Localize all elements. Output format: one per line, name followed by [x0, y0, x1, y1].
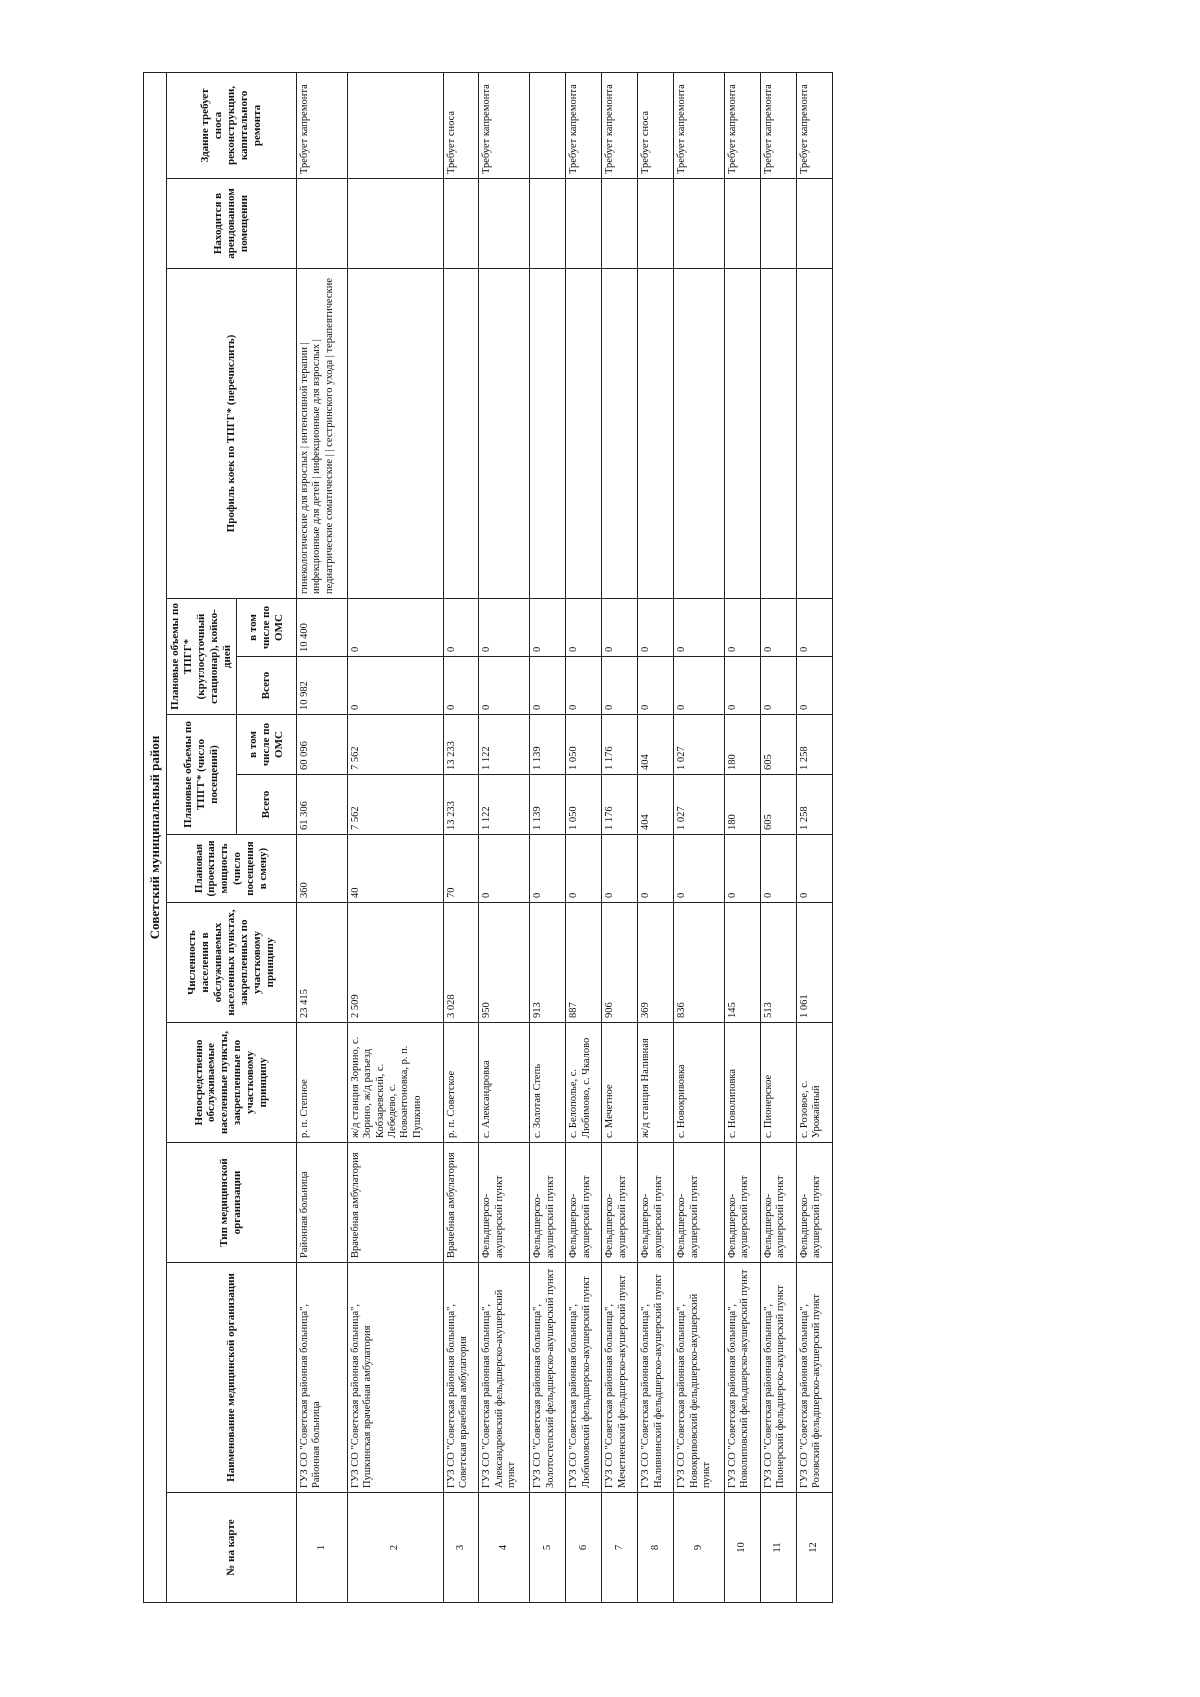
- table-row: [347, 72, 443, 1602]
- col-type-header: Тип медицинской организации: [167, 1143, 297, 1263]
- cell-type: Фельдшерско-акушерский пункт: [674, 1143, 725, 1263]
- cell-beds-oms: 0: [761, 599, 797, 657]
- cell-population: 906: [602, 903, 638, 1023]
- cell-visits-total: 1 122: [479, 775, 530, 835]
- col-beds-total-header: Всего: [236, 657, 296, 715]
- cell-rented: [296, 179, 347, 269]
- cell-repair: Требует капремонта: [296, 72, 347, 178]
- cell-repair: Требует капремонта: [479, 72, 530, 178]
- cell-repair: [347, 72, 443, 178]
- cell-beds-oms: 0: [674, 599, 725, 657]
- cell-profile: [530, 269, 566, 599]
- cell-num: 11: [761, 1493, 797, 1603]
- cell-profile: [674, 269, 725, 599]
- col-beds-oms-header: в том числе по ОМС: [236, 599, 296, 657]
- cell-population: 513: [761, 903, 797, 1023]
- cell-num: 8: [638, 1493, 674, 1603]
- cell-visits-oms: 404: [638, 715, 674, 775]
- cell-num: 6: [566, 1493, 602, 1603]
- cell-places: с. Белополье, с. Любимово, с. Чкалово: [566, 1023, 602, 1143]
- cell-population: 887: [566, 903, 602, 1023]
- table-row: [566, 72, 602, 1602]
- cell-beds-oms: 0: [725, 599, 761, 657]
- cell-num: 1: [296, 1493, 347, 1603]
- col-name-header: Наименование медицинской организации: [167, 1263, 297, 1493]
- cell-repair: Требует капремонта: [761, 72, 797, 178]
- table-row: [443, 72, 479, 1602]
- cell-beds-oms: 0: [566, 599, 602, 657]
- cell-type: Фельдшерско-акушерский пункт: [530, 1143, 566, 1263]
- rotated-table-page: [143, 73, 833, 1603]
- cell-name: ГУЗ СО "Советская районная больница", Александровский фельдшерско-акушерский пункт: [479, 1263, 530, 1493]
- cell-capacity: 0: [566, 835, 602, 903]
- cell-num: 4: [479, 1493, 530, 1603]
- cell-type: Фельдшерско-акушерский пункт: [638, 1143, 674, 1263]
- cell-population: 2 509: [347, 903, 443, 1023]
- cell-rented: [761, 179, 797, 269]
- cell-beds-oms: 0: [638, 599, 674, 657]
- cell-visits-total: 180: [725, 775, 761, 835]
- col-visits-total-header: Всего: [236, 775, 296, 835]
- cell-profile: гинекологические для взрослых | интенсивной терапии | инфекционные для детей | инфекционные для взрослых | педиатрические соматические | | сестринского ухода | терапевтические: [296, 269, 347, 599]
- cell-name: ГУЗ СО "Советская районная больница", Мечетненский фельдшерско-акушерский пункт: [602, 1263, 638, 1493]
- cell-capacity: 70: [443, 835, 479, 903]
- cell-beds-total: 0: [443, 657, 479, 715]
- table-row: [296, 72, 347, 1602]
- cell-profile: [566, 269, 602, 599]
- cell-type: Фельдшерско-акушерский пункт: [761, 1143, 797, 1263]
- cell-visits-total: 404: [638, 775, 674, 835]
- cell-name: ГУЗ СО "Советская районная больница", Золотостепский фельдшерско-акушерский пункт: [530, 1263, 566, 1493]
- cell-places: ж/д станция Зорино, с. Зорино, ж/д разъезд Кобзаревский, с. Лебедево, с. Новоантоновка, р. п. Пушкино: [347, 1023, 443, 1143]
- col-profile-header: Профиль коек по ТПГГ* (перечислить): [167, 269, 297, 599]
- region-header: Советский муниципальный район: [144, 72, 167, 1602]
- cell-visits-oms: 1 050: [566, 715, 602, 775]
- medical-organizations-table: [143, 72, 833, 1603]
- cell-visits-total: 1 027: [674, 775, 725, 835]
- cell-name: ГУЗ СО "Советская районная больница", Новокривовский фельдшерско-акушерский пункт: [674, 1263, 725, 1493]
- cell-visits-total: 1 176: [602, 775, 638, 835]
- cell-num: 12: [797, 1493, 833, 1603]
- cell-repair: [530, 72, 566, 178]
- cell-repair: Требует капремонта: [674, 72, 725, 178]
- cell-population: 950: [479, 903, 530, 1023]
- cell-profile: [479, 269, 530, 599]
- cell-visits-total: 1 258: [797, 775, 833, 835]
- cell-places: с. Александровка: [479, 1023, 530, 1143]
- cell-beds-total: 0: [479, 657, 530, 715]
- cell-places: ж/д станция Наливная: [638, 1023, 674, 1143]
- cell-num: 10: [725, 1493, 761, 1603]
- cell-capacity: 0: [530, 835, 566, 903]
- cell-population: 3 028: [443, 903, 479, 1023]
- cell-repair: Требует капремонта: [797, 72, 833, 178]
- cell-capacity: 40: [347, 835, 443, 903]
- cell-beds-total: 0: [602, 657, 638, 715]
- cell-capacity: 0: [638, 835, 674, 903]
- cell-rented: [479, 179, 530, 269]
- cell-capacity: 0: [761, 835, 797, 903]
- cell-type: Врачебная амбулатория: [443, 1143, 479, 1263]
- cell-visits-oms: 1 139: [530, 715, 566, 775]
- table-row: [530, 72, 566, 1602]
- cell-type: Фельдшерско-акушерский пункт: [602, 1143, 638, 1263]
- cell-population: 1 061: [797, 903, 833, 1023]
- cell-num: 7: [602, 1493, 638, 1603]
- cell-capacity: 0: [797, 835, 833, 903]
- table-row: [674, 72, 725, 1602]
- col-visits-group-header: Плановые объемы по ТПГГ* (число посещений): [167, 715, 237, 835]
- cell-rented: [797, 179, 833, 269]
- table-row: [638, 72, 674, 1602]
- cell-num: 2: [347, 1493, 443, 1603]
- cell-visits-oms: 1 258: [797, 715, 833, 775]
- cell-profile: [443, 269, 479, 599]
- cell-visits-oms: 180: [725, 715, 761, 775]
- cell-places: с. Новолиповка: [725, 1023, 761, 1143]
- table-row: [725, 72, 761, 1602]
- cell-beds-total: 0: [725, 657, 761, 715]
- cell-type: Фельдшерско-акушерский пункт: [566, 1143, 602, 1263]
- cell-type: Врачебная амбулатория: [347, 1143, 443, 1263]
- cell-beds-total: 0: [347, 657, 443, 715]
- cell-places: с. Новокривовка: [674, 1023, 725, 1143]
- cell-visits-total: 7 562: [347, 775, 443, 835]
- cell-num: 5: [530, 1493, 566, 1603]
- cell-name: ГУЗ СО "Советская районная больница", Розовский фельдшерско-акушерский пункт: [797, 1263, 833, 1493]
- col-visits-oms-header: в том числе по ОМС: [236, 715, 296, 775]
- cell-beds-oms: 0: [602, 599, 638, 657]
- cell-repair: Требует капремонта: [725, 72, 761, 178]
- cell-repair: Требует сноса: [638, 72, 674, 178]
- cell-rented: [347, 179, 443, 269]
- cell-rented: [725, 179, 761, 269]
- cell-visits-oms: 60 096: [296, 715, 347, 775]
- cell-places: р. п. Советское: [443, 1023, 479, 1143]
- col-rented-header: Находится в арендованном помещении: [167, 179, 297, 269]
- cell-capacity: 360: [296, 835, 347, 903]
- table-row: [602, 72, 638, 1602]
- cell-name: ГУЗ СО "Советская районная больница", Наливнинский фельдшерско-акушерский пункт: [638, 1263, 674, 1493]
- cell-beds-oms: 0: [530, 599, 566, 657]
- cell-visits-oms: 1 176: [602, 715, 638, 775]
- cell-beds-total: 0: [797, 657, 833, 715]
- cell-rented: [566, 179, 602, 269]
- cell-profile: [761, 269, 797, 599]
- col-population-header: Численность населения в обслуживаемых населенных пунктах, закрепленных по участковому принципу: [167, 903, 297, 1023]
- col-places-header: Непосредственно обслуживаемые населенные пункты, закрепленные по участковому принципу: [167, 1023, 297, 1143]
- cell-num: 9: [674, 1493, 725, 1603]
- cell-population: 23 415: [296, 903, 347, 1023]
- cell-places: с. Пионерское: [761, 1023, 797, 1143]
- cell-places: с. Мечетное: [602, 1023, 638, 1143]
- cell-beds-total: 0: [638, 657, 674, 715]
- cell-visits-total: 13 233: [443, 775, 479, 835]
- cell-name: ГУЗ СО "Советская районная больница", Новолиповский фельдшерско-акушерский пункт: [725, 1263, 761, 1493]
- cell-places: с. Розовое, с. Урожайный: [797, 1023, 833, 1143]
- cell-population: 836: [674, 903, 725, 1023]
- cell-profile: [725, 269, 761, 599]
- cell-population: 369: [638, 903, 674, 1023]
- cell-visits-total: 1 139: [530, 775, 566, 835]
- cell-visits-oms: 1 122: [479, 715, 530, 775]
- cell-beds-total: 0: [566, 657, 602, 715]
- cell-profile: [797, 269, 833, 599]
- cell-type: Фельдшерско-акушерский пункт: [479, 1143, 530, 1263]
- cell-name: ГУЗ СО "Советская районная больница", Пионерский фельдшерско-акушерский пункт: [761, 1263, 797, 1493]
- col-capacity-header: Плановая (проектная мощность (число посещения в смену): [167, 835, 297, 903]
- cell-visits-total: 1 050: [566, 775, 602, 835]
- cell-beds-oms: 10 400: [296, 599, 347, 657]
- cell-rented: [530, 179, 566, 269]
- cell-visits-oms: 7 562: [347, 715, 443, 775]
- cell-visits-oms: 13 233: [443, 715, 479, 775]
- cell-beds-total: 10 982: [296, 657, 347, 715]
- cell-profile: [347, 269, 443, 599]
- cell-rented: [443, 179, 479, 269]
- cell-rented: [674, 179, 725, 269]
- cell-type: Районная больница: [296, 1143, 347, 1263]
- col-beds-group-header: Плановые объемы по ТПГГ* (круглосуточный стационар), койко-дней: [167, 599, 237, 715]
- cell-beds-oms: 0: [347, 599, 443, 657]
- cell-beds-total: 0: [674, 657, 725, 715]
- cell-visits-oms: 605: [761, 715, 797, 775]
- cell-name: ГУЗ СО "Советская районная больница", Пушкинская врачебная амбулатория: [347, 1263, 443, 1493]
- cell-beds-total: 0: [761, 657, 797, 715]
- cell-population: 145: [725, 903, 761, 1023]
- cell-repair: Требует капремонта: [566, 72, 602, 178]
- cell-places: р. п. Степное: [296, 1023, 347, 1143]
- cell-repair: Требует сноса: [443, 72, 479, 178]
- cell-type: Фельдшерско-акушерский пункт: [725, 1143, 761, 1263]
- cell-capacity: 0: [602, 835, 638, 903]
- cell-rented: [602, 179, 638, 269]
- cell-capacity: 0: [674, 835, 725, 903]
- cell-beds-oms: 0: [479, 599, 530, 657]
- cell-name: ГУЗ СО "Советская районная больница", Советская врачебная амбулатория: [443, 1263, 479, 1493]
- cell-population: 913: [530, 903, 566, 1023]
- cell-visits-total: 61 306: [296, 775, 347, 835]
- cell-beds-total: 0: [530, 657, 566, 715]
- cell-profile: [638, 269, 674, 599]
- cell-visits-oms: 1 027: [674, 715, 725, 775]
- cell-capacity: 0: [725, 835, 761, 903]
- cell-type: Фельдшерско-акушерский пункт: [797, 1143, 833, 1263]
- cell-visits-total: 605: [761, 775, 797, 835]
- cell-num: 3: [443, 1493, 479, 1603]
- cell-beds-oms: 0: [443, 599, 479, 657]
- cell-places: с. Золотая Степь: [530, 1023, 566, 1143]
- col-num-header: № на карте: [167, 1493, 297, 1603]
- col-repair-header: Здание требует сноса реконструкции, капитального ремонта: [167, 72, 297, 178]
- cell-capacity: 0: [479, 835, 530, 903]
- cell-profile: [602, 269, 638, 599]
- cell-repair: Требует капремонта: [602, 72, 638, 178]
- cell-rented: [638, 179, 674, 269]
- table-row: [797, 72, 833, 1602]
- table-row: [761, 72, 797, 1602]
- cell-name: ГУЗ СО "Советская районная больница", Районная больница: [296, 1263, 347, 1493]
- cell-beds-oms: 0: [797, 599, 833, 657]
- cell-name: ГУЗ СО "Советская районная больница", Любимовский фельдшерско-акушерский пункт: [566, 1263, 602, 1493]
- table-row: [479, 72, 530, 1602]
